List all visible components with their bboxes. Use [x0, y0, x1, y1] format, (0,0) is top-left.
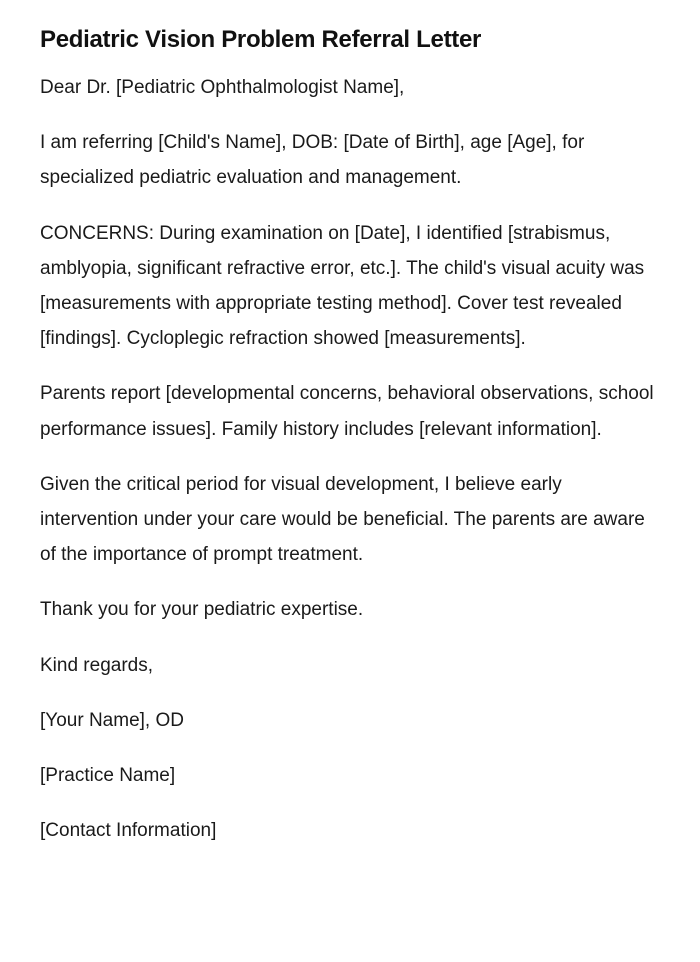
body-paragraph-referral: I am referring [Child's Name], DOB: [Date of Birth], age [Age], for specialized pediatric evaluation and management.	[40, 132, 585, 189]
body-paragraph-concerns: CONCERNS: During examination on [Date], I identified [strabismus, amblyopia, significant refractive error, etc.]. The child's visual acuity was [measurements with appropriate testing method]. Cover test revealed [findings]. Cycloplegic refraction showed [measurements].	[40, 222, 645, 350]
signature-name: [Your Name], OD	[40, 709, 184, 731]
referral-letter	[40, 22, 655, 848]
body-paragraph-thanks: Thank you for your pediatric expertise.	[40, 599, 364, 621]
salutation: Dear Dr. [Pediatric Ophthalmologist Name],	[40, 77, 405, 98]
body-paragraph-intervention: Given the critical period for visual development, I believe early intervention under your care would be beneficial. The parents are aware of the importance of prompt treatment.	[40, 473, 645, 566]
letter-title: Pediatric Vision Problem Referral Letter	[40, 26, 482, 53]
signature-practice: [Practice Name]	[40, 765, 176, 787]
closing: Kind regards,	[40, 654, 154, 676]
body-paragraph-parent-report: Parents report [developmental concerns, behavioral observations, school performance issues]. Family history includes [relevant information].	[40, 383, 654, 440]
signature-contact: [Contact Information]	[40, 820, 217, 842]
